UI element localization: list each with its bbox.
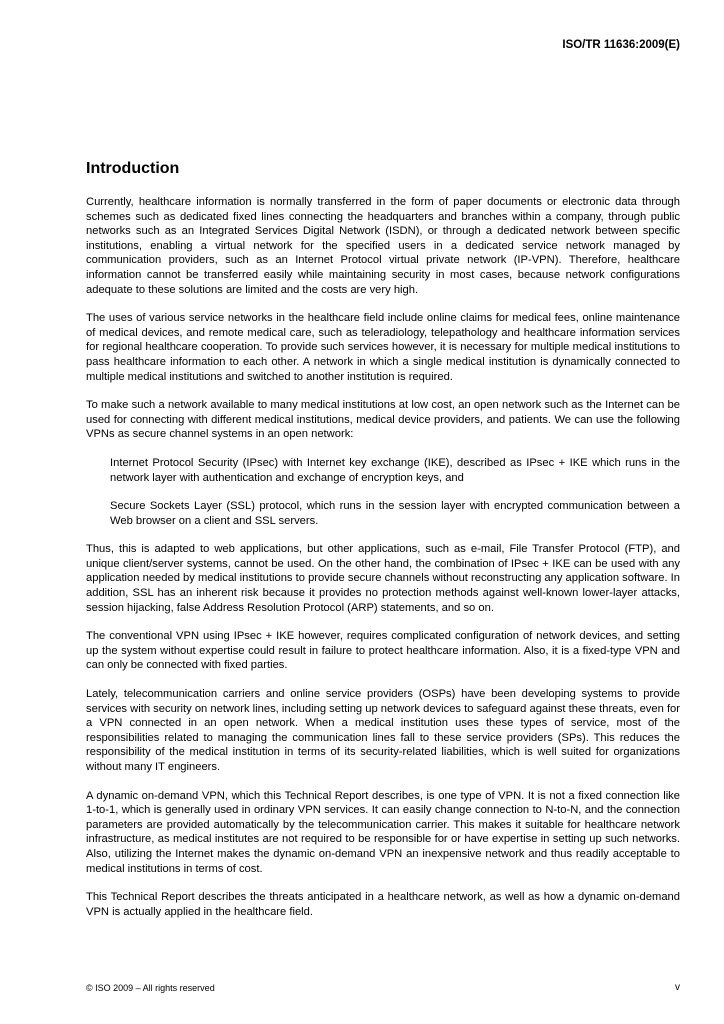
paragraph-dynamic-vpn: A dynamic on-demand VPN, which this Technical Report describes, is one type of VPN. It is not a fixed connection like 1-to-1, which is generally used in ordinary VPN services. It can easily change connection to N-to-N, and the connection parameters are provided automatically by the telecommunication carrier. This makes it suitable for healthcare network infrastructure, as medical institutes are not required to be responsible for or have expertise in setting up such networks. Also, utilizing the Internet makes the dynamic on-demand VPN an inexpensive network and thus readily acceptable to medical institutions in terms of cost. bbox=[86, 789, 680, 875]
document-id-header: ISO/TR 11636:2009(E) bbox=[562, 39, 680, 51]
list-item-ssl: Secure Sockets Layer (SSL) protocol, which runs in the session layer with encrypted communication between a Web browser on a client and SSL servers. bbox=[110, 500, 680, 527]
paragraph-open-network: To make such a network available to many medical institutions at low cost, an open network such as the Internet can be used for connecting with different medical institutions, medical device providers, and patients. We can use the following VPNs as secure channel systems in an open network: bbox=[86, 399, 680, 441]
paragraph-current-transfer: Currently, healthcare information is normally transferred in the form of paper documents or electronic data through schemes such as dedicated fixed lines connecting the headquarters and branches within a company, through public networks such as an Integrated Services Digital Network (ISDN), or through a dedicated network between specific institutions, enabling a virtual network for the specified users in a dedicated service network managed by communication providers, such as an Internet Protocol virtual private network (IP-VPN). Therefore, healthcare information cannot be transferred easily while maintaining security in most cases, because network configurations adequate to these solutions are limited and the costs are very high. bbox=[86, 196, 680, 296]
copyright-footer: © ISO 2009 – All rights reserved bbox=[86, 983, 215, 993]
document-body bbox=[86, 195, 680, 933]
paragraph-service-networks: The uses of various service networks in the healthcare field include online claims for medical fees, online maintenance of medical devices, and remote medical care, such as teleradiology, telepathology and healthcare information services for regional healthcare cooperation. To provide such services however, it is necessary for multiple medical institutions to pass healthcare information to each other. A network in which a single medical institution is dynamically connected to multiple medical institutions and switched to another institution is required. bbox=[86, 312, 680, 383]
list-item-ipsec: Internet Protocol Security (IPsec) with Internet key exchange (IKE), described as IPsec + IKE which runs in the network layer with authentication and exchange of encryption keys, and bbox=[110, 456, 680, 484]
page-title: Introduction bbox=[86, 160, 180, 177]
paragraph-ssl-limitations: Thus, this is adapted to web applications, but other applications, such as e-mail, File Transfer Protocol (FTP), and unique client/server systems, cannot be used. On the other hand, the combination of IPsec + IKE can be used with any application needed by medical institutions to provide secure channels without reconstructing any application software. In addition, SSL has an inherent risk because it provides no protection methods against well-known lower-layer attacks, session hijacking, false Address Resolution Protocol (ARP) statements, and so on. bbox=[86, 543, 680, 614]
paragraph-conventional-vpn: The conventional VPN using IPsec + IKE however, requires complicated configuration of network devices, and setting up the system without expertise could result in failure to protect healthcare information. Also, it is a fixed-type VPN and can only be connected with fixed parties. bbox=[86, 630, 680, 672]
paragraph-report-scope: This Technical Report describes the threats anticipated in a healthcare network, as well as how a dynamic on-demand VPN is actually applied in the healthcare field. bbox=[86, 891, 680, 918]
paragraph-service-providers: Lately, telecommunication carriers and online service providers (OSPs) have been developing systems to provide services with security on network lines, including setting up network devices to safeguard against these threats, even for a VPN connected in an open network. When a medical institution uses these types of service, most of the responsibilities related to managing the communication lines fall to these service providers (SPs). This reduces the responsibility of the medical institution in terms of its security-related liabilities, which is well suited for organizations without many IT engineers. bbox=[86, 688, 680, 773]
page-number: v bbox=[675, 982, 680, 993]
